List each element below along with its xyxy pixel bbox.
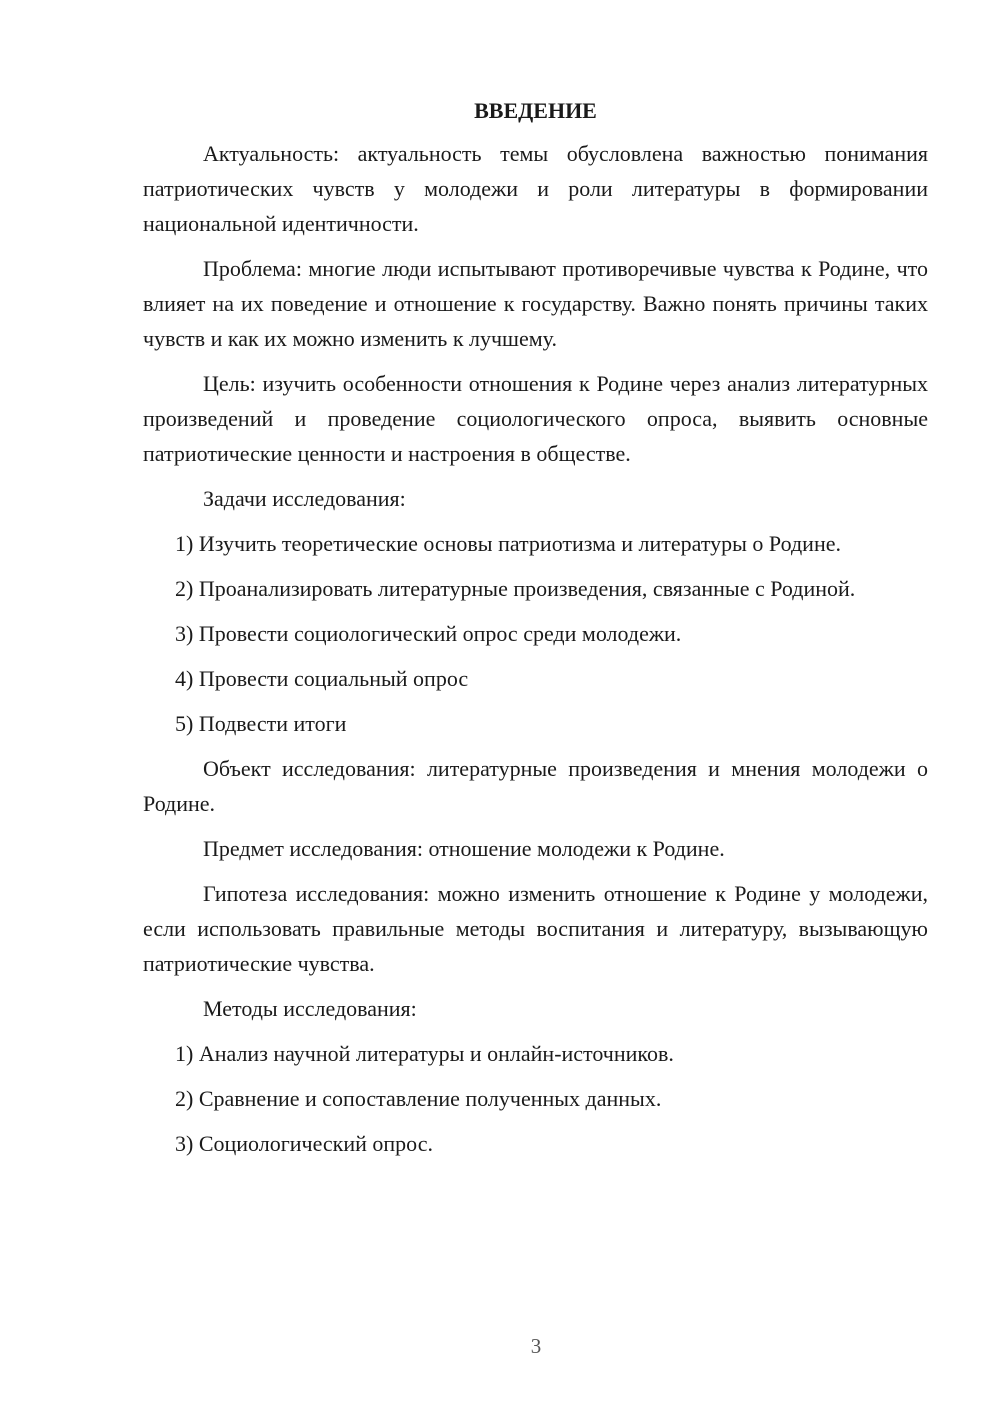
method-item: 1) Анализ научной литературы и онлайн-источников. bbox=[175, 1041, 674, 1066]
problem-paragraph: Проблема: многие люди испытывают противоречивые чувства к Родине, что влияет на их поведение и отношение к государству. Важно понять причины таких чувств и как их можно изменить к лучшему. bbox=[143, 256, 928, 351]
task-item: 4) Провести социальный опрос bbox=[175, 666, 469, 691]
goal-paragraph: Цель: изучить особенности отношения к Родине через анализ литературных произведений и проведение социологического опроса, выявить основные патриотические ценности и настроения в обществе. bbox=[143, 371, 928, 466]
object-paragraph: Объект исследования: литературные произведения и мнения молодежи о Родине. bbox=[143, 756, 928, 816]
page-title: ВВЕДЕНИЕ bbox=[474, 98, 597, 123]
relevance-paragraph: Актуальность: актуальность темы обусловлена важностью понимания патриотических чувств у молодежи и роли литературы в формировании национальной идентичности. bbox=[143, 141, 928, 236]
subject-paragraph: Предмет исследования: отношение молодежи к Родине. bbox=[203, 836, 725, 861]
task-item: 1) Изучить теоретические основы патриотизма и литературы о Родине. bbox=[175, 531, 841, 556]
tasks-heading: Задачи исследования: bbox=[203, 486, 406, 511]
methods-heading: Методы исследования: bbox=[203, 996, 417, 1021]
method-item: 3) Социологический опрос. bbox=[175, 1131, 433, 1156]
page-number: 3 bbox=[530, 1334, 542, 1358]
task-item: 2) Проанализировать литературные произведения, связанные с Родиной. bbox=[175, 576, 856, 601]
task-item: 3) Провести социологический опрос среди молодежи. bbox=[175, 621, 682, 646]
task-item: 5) Подвести итоги bbox=[175, 711, 347, 736]
hypothesis-paragraph: Гипотеза исследования: можно изменить отношение к Родине у молодежи, если использовать правильные методы воспитания и литературу, вызывающую патриотические чувства. bbox=[143, 881, 928, 976]
document-body bbox=[143, 93, 928, 1171]
method-item: 2) Сравнение и сопоставление полученных данных. bbox=[175, 1086, 662, 1111]
